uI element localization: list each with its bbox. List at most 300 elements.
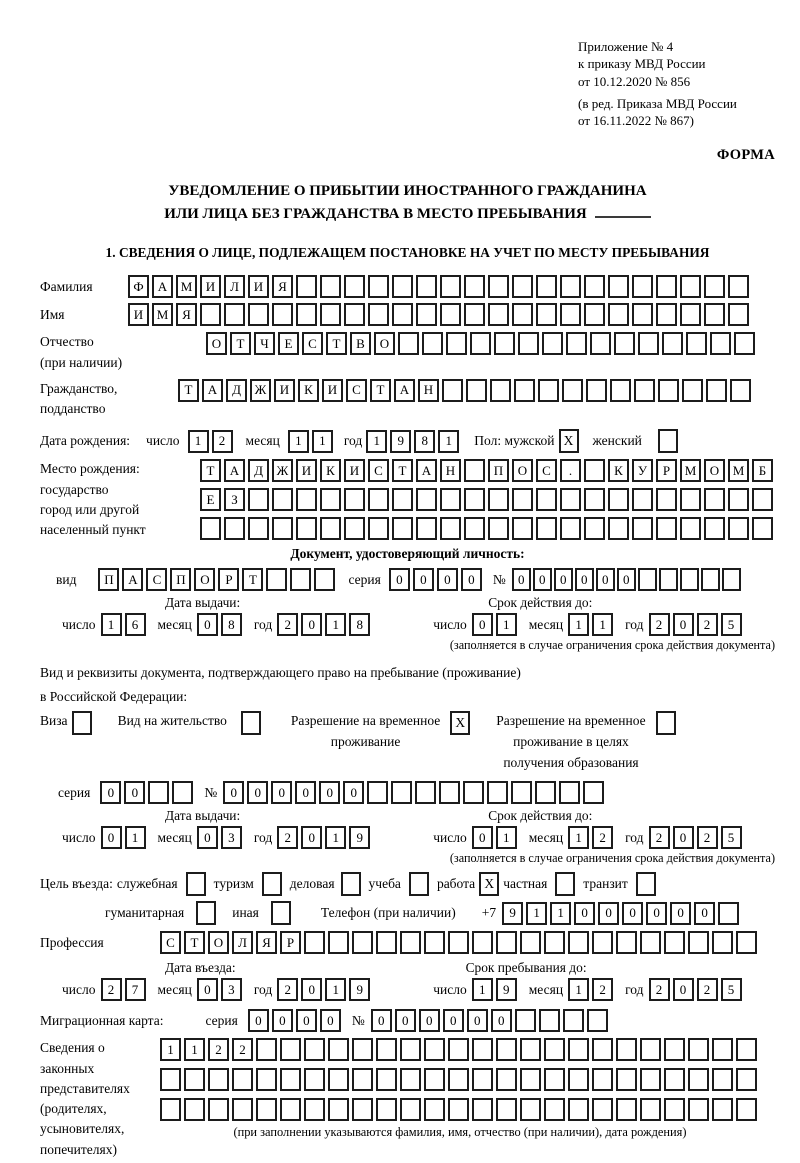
char-cell[interactable]	[160, 1068, 181, 1091]
char-cell[interactable]: 0	[461, 568, 482, 591]
char-cell[interactable]	[439, 781, 460, 804]
char-cell[interactable]	[752, 517, 773, 540]
char-cell[interactable]: И	[128, 303, 149, 326]
char-cell[interactable]: Р	[218, 568, 239, 591]
char-cell[interactable]	[304, 1098, 325, 1121]
char-cell[interactable]: 0	[533, 568, 552, 591]
char-cell[interactable]	[728, 517, 749, 540]
char-cell[interactable]	[328, 1068, 349, 1091]
char-cell[interactable]	[614, 332, 635, 355]
char-cell[interactable]: 1	[288, 430, 309, 453]
char-cell[interactable]: Я	[272, 275, 293, 298]
char-cell[interactable]	[496, 931, 517, 954]
char-cell[interactable]	[538, 379, 559, 402]
char-cell[interactable]: Е	[278, 332, 299, 355]
char-cell[interactable]: Я	[256, 931, 277, 954]
char-cell[interactable]	[415, 781, 436, 804]
char-cell[interactable]	[248, 303, 269, 326]
male-checkbox[interactable]: X	[559, 429, 579, 453]
char-cell[interactable]	[688, 931, 709, 954]
char-cell[interactable]: 2	[232, 1038, 253, 1061]
char-cell[interactable]	[712, 1068, 733, 1091]
char-cell[interactable]: 0	[197, 826, 218, 849]
char-cell[interactable]	[400, 1038, 421, 1061]
char-cell[interactable]	[680, 488, 701, 511]
char-cell[interactable]	[416, 488, 437, 511]
char-cell[interactable]	[640, 1098, 661, 1121]
char-cell[interactable]	[686, 332, 707, 355]
char-cell[interactable]	[296, 488, 317, 511]
char-cell[interactable]	[488, 488, 509, 511]
char-cell[interactable]: О	[704, 459, 725, 482]
char-cell[interactable]	[248, 517, 269, 540]
char-cell[interactable]	[416, 517, 437, 540]
char-cell[interactable]	[448, 931, 469, 954]
char-cell[interactable]	[712, 1038, 733, 1061]
char-cell[interactable]: М	[728, 459, 749, 482]
char-cell[interactable]	[680, 303, 701, 326]
char-cell[interactable]	[688, 1098, 709, 1121]
char-cell[interactable]	[296, 303, 317, 326]
char-cell[interactable]	[520, 1038, 541, 1061]
char-cell[interactable]	[680, 275, 701, 298]
char-cell[interactable]	[718, 902, 739, 925]
char-cell[interactable]	[440, 275, 461, 298]
char-cell[interactable]: И	[322, 379, 343, 402]
char-cell[interactable]	[704, 488, 725, 511]
char-cell[interactable]	[638, 568, 657, 591]
char-cell[interactable]: 0	[673, 613, 694, 636]
char-cell[interactable]	[544, 931, 565, 954]
char-cell[interactable]	[148, 781, 169, 804]
char-cell[interactable]: 2	[649, 978, 670, 1001]
char-cell[interactable]: 0	[343, 781, 364, 804]
char-cell[interactable]	[440, 303, 461, 326]
char-cell[interactable]	[656, 303, 677, 326]
char-cell[interactable]: И	[296, 459, 317, 482]
char-cell[interactable]	[616, 931, 637, 954]
char-cell[interactable]: 0	[101, 826, 122, 849]
char-cell[interactable]	[682, 379, 703, 402]
char-cell[interactable]	[514, 379, 535, 402]
char-cell[interactable]	[592, 1098, 613, 1121]
char-cell[interactable]: М	[152, 303, 173, 326]
char-cell[interactable]	[539, 1009, 560, 1032]
char-cell[interactable]	[280, 1098, 301, 1121]
char-cell[interactable]: 0	[124, 781, 145, 804]
char-cell[interactable]	[320, 303, 341, 326]
char-cell[interactable]	[560, 488, 581, 511]
char-cell[interactable]	[512, 488, 533, 511]
char-cell[interactable]	[391, 781, 412, 804]
char-cell[interactable]	[416, 303, 437, 326]
char-cell[interactable]: Т	[184, 931, 205, 954]
char-cell[interactable]: К	[608, 459, 629, 482]
char-cell[interactable]	[184, 1068, 205, 1091]
char-cell[interactable]	[352, 1068, 373, 1091]
char-cell[interactable]	[587, 1009, 608, 1032]
char-cell[interactable]: Т	[326, 332, 347, 355]
char-cell[interactable]: С	[346, 379, 367, 402]
char-cell[interactable]	[616, 1038, 637, 1061]
purpose-study-checkbox[interactable]	[409, 872, 429, 896]
char-cell[interactable]	[424, 931, 445, 954]
char-cell[interactable]	[608, 517, 629, 540]
char-cell[interactable]: 9	[390, 430, 411, 453]
char-cell[interactable]	[290, 568, 311, 591]
char-cell[interactable]: К	[320, 459, 341, 482]
char-cell[interactable]	[610, 379, 631, 402]
char-cell[interactable]	[160, 1098, 181, 1121]
char-cell[interactable]: 6	[125, 613, 146, 636]
char-cell[interactable]: М	[680, 459, 701, 482]
char-cell[interactable]	[736, 1098, 757, 1121]
char-cell[interactable]	[488, 303, 509, 326]
char-cell[interactable]: 0	[472, 613, 493, 636]
char-cell[interactable]	[367, 781, 388, 804]
char-cell[interactable]	[536, 517, 557, 540]
char-cell[interactable]: 0	[319, 781, 340, 804]
char-cell[interactable]: Ф	[128, 275, 149, 298]
char-cell[interactable]	[494, 332, 515, 355]
char-cell[interactable]: 0	[673, 978, 694, 1001]
char-cell[interactable]: 0	[301, 826, 322, 849]
char-cell[interactable]	[634, 379, 655, 402]
char-cell[interactable]: И	[200, 275, 221, 298]
char-cell[interactable]	[536, 488, 557, 511]
char-cell[interactable]	[544, 1038, 565, 1061]
char-cell[interactable]	[512, 275, 533, 298]
char-cell[interactable]: 0	[491, 1009, 512, 1032]
char-cell[interactable]	[232, 1098, 253, 1121]
char-cell[interactable]: С	[146, 568, 167, 591]
char-cell[interactable]	[487, 781, 508, 804]
char-cell[interactable]	[638, 332, 659, 355]
char-cell[interactable]	[376, 1038, 397, 1061]
char-cell[interactable]	[368, 303, 389, 326]
char-cell[interactable]	[704, 517, 725, 540]
purpose-business-checkbox[interactable]	[341, 872, 361, 896]
char-cell[interactable]	[464, 275, 485, 298]
char-cell[interactable]: 1	[125, 826, 146, 849]
char-cell[interactable]	[400, 1068, 421, 1091]
temp-residence-education-checkbox[interactable]	[656, 711, 676, 735]
char-cell[interactable]: 1	[160, 1038, 181, 1061]
char-cell[interactable]	[463, 781, 484, 804]
char-cell[interactable]: 0	[512, 568, 531, 591]
char-cell[interactable]	[328, 931, 349, 954]
char-cell[interactable]	[664, 1038, 685, 1061]
char-cell[interactable]	[496, 1038, 517, 1061]
char-cell[interactable]	[272, 303, 293, 326]
char-cell[interactable]	[658, 379, 679, 402]
char-cell[interactable]	[200, 517, 221, 540]
char-cell[interactable]: 1	[325, 826, 346, 849]
char-cell[interactable]	[304, 931, 325, 954]
char-cell[interactable]: Т	[242, 568, 263, 591]
char-cell[interactable]	[490, 379, 511, 402]
char-cell[interactable]: 0	[575, 568, 594, 591]
char-cell[interactable]	[680, 517, 701, 540]
char-cell[interactable]: 1	[592, 613, 613, 636]
char-cell[interactable]	[659, 568, 678, 591]
char-cell[interactable]: 0	[554, 568, 573, 591]
char-cell[interactable]: 0	[247, 781, 268, 804]
char-cell[interactable]	[568, 1098, 589, 1121]
char-cell[interactable]	[416, 275, 437, 298]
char-cell[interactable]: Л	[224, 275, 245, 298]
char-cell[interactable]	[710, 332, 731, 355]
char-cell[interactable]: Л	[232, 931, 253, 954]
char-cell[interactable]	[563, 1009, 584, 1032]
char-cell[interactable]: 1	[101, 613, 122, 636]
char-cell[interactable]: К	[298, 379, 319, 402]
char-cell[interactable]	[352, 1038, 373, 1061]
char-cell[interactable]	[664, 931, 685, 954]
char-cell[interactable]	[344, 303, 365, 326]
char-cell[interactable]	[496, 1098, 517, 1121]
char-cell[interactable]	[470, 332, 491, 355]
char-cell[interactable]	[560, 275, 581, 298]
char-cell[interactable]	[376, 931, 397, 954]
char-cell[interactable]: 8	[414, 430, 435, 453]
char-cell[interactable]: 9	[502, 902, 523, 925]
char-cell[interactable]	[208, 1098, 229, 1121]
char-cell[interactable]: А	[152, 275, 173, 298]
char-cell[interactable]	[368, 517, 389, 540]
char-cell[interactable]	[266, 568, 287, 591]
char-cell[interactable]	[344, 275, 365, 298]
char-cell[interactable]	[584, 488, 605, 511]
char-cell[interactable]: А	[122, 568, 143, 591]
char-cell[interactable]	[544, 1068, 565, 1091]
char-cell[interactable]: О	[206, 332, 227, 355]
char-cell[interactable]	[662, 332, 683, 355]
purpose-transit-checkbox[interactable]	[636, 872, 656, 896]
char-cell[interactable]: И	[274, 379, 295, 402]
char-cell[interactable]	[464, 459, 485, 482]
char-cell[interactable]	[712, 931, 733, 954]
char-cell[interactable]	[442, 379, 463, 402]
char-cell[interactable]	[704, 275, 725, 298]
char-cell[interactable]: П	[170, 568, 191, 591]
char-cell[interactable]: Б	[752, 459, 773, 482]
char-cell[interactable]: Т	[178, 379, 199, 402]
char-cell[interactable]	[535, 781, 556, 804]
char-cell[interactable]: 0	[596, 568, 615, 591]
char-cell[interactable]: 0	[670, 902, 691, 925]
char-cell[interactable]: Н	[418, 379, 439, 402]
char-cell[interactable]: 0	[443, 1009, 464, 1032]
char-cell[interactable]: 1	[472, 978, 493, 1001]
char-cell[interactable]	[472, 1038, 493, 1061]
char-cell[interactable]: И	[344, 459, 365, 482]
char-cell[interactable]: Ч	[254, 332, 275, 355]
char-cell[interactable]	[446, 332, 467, 355]
char-cell[interactable]: 1	[188, 430, 209, 453]
char-cell[interactable]	[392, 517, 413, 540]
char-cell[interactable]	[560, 517, 581, 540]
char-cell[interactable]: 1	[526, 902, 547, 925]
char-cell[interactable]: Д	[248, 459, 269, 482]
purpose-work-checkbox[interactable]: X	[479, 872, 499, 896]
char-cell[interactable]	[568, 931, 589, 954]
purpose-private-checkbox[interactable]	[555, 872, 575, 896]
char-cell[interactable]: Н	[440, 459, 461, 482]
char-cell[interactable]	[640, 1038, 661, 1061]
char-cell[interactable]	[592, 1038, 613, 1061]
char-cell[interactable]	[464, 303, 485, 326]
char-cell[interactable]: 2	[592, 978, 613, 1001]
char-cell[interactable]: 0	[419, 1009, 440, 1032]
char-cell[interactable]	[424, 1098, 445, 1121]
char-cell[interactable]	[256, 1068, 277, 1091]
char-cell[interactable]	[472, 931, 493, 954]
char-cell[interactable]: 1	[366, 430, 387, 453]
char-cell[interactable]	[728, 488, 749, 511]
char-cell[interactable]: Т	[370, 379, 391, 402]
char-cell[interactable]	[544, 1098, 565, 1121]
char-cell[interactable]: С	[302, 332, 323, 355]
char-cell[interactable]	[728, 275, 749, 298]
char-cell[interactable]: 2	[697, 826, 718, 849]
char-cell[interactable]	[464, 517, 485, 540]
char-cell[interactable]	[304, 1038, 325, 1061]
char-cell[interactable]: Т	[200, 459, 221, 482]
char-cell[interactable]	[701, 568, 720, 591]
char-cell[interactable]: 3	[221, 978, 242, 1001]
char-cell[interactable]	[688, 1068, 709, 1091]
char-cell[interactable]	[520, 1098, 541, 1121]
char-cell[interactable]: 0	[646, 902, 667, 925]
char-cell[interactable]: 2	[277, 978, 298, 1001]
char-cell[interactable]	[664, 1068, 685, 1091]
char-cell[interactable]	[248, 488, 269, 511]
char-cell[interactable]: 1	[550, 902, 571, 925]
char-cell[interactable]	[320, 517, 341, 540]
char-cell[interactable]	[568, 1068, 589, 1091]
char-cell[interactable]	[616, 1068, 637, 1091]
char-cell[interactable]	[608, 275, 629, 298]
char-cell[interactable]: 2	[101, 978, 122, 1001]
char-cell[interactable]	[448, 1098, 469, 1121]
char-cell[interactable]: О	[374, 332, 395, 355]
char-cell[interactable]	[584, 459, 605, 482]
char-cell[interactable]: 1	[184, 1038, 205, 1061]
char-cell[interactable]: 2	[212, 430, 233, 453]
char-cell[interactable]	[656, 275, 677, 298]
char-cell[interactable]	[736, 931, 757, 954]
char-cell[interactable]: Т	[392, 459, 413, 482]
char-cell[interactable]: 8	[349, 613, 370, 636]
char-cell[interactable]: 9	[349, 826, 370, 849]
char-cell[interactable]	[232, 1068, 253, 1091]
char-cell[interactable]	[424, 1068, 445, 1091]
char-cell[interactable]	[472, 1068, 493, 1091]
char-cell[interactable]	[608, 488, 629, 511]
char-cell[interactable]	[590, 332, 611, 355]
char-cell[interactable]	[488, 517, 509, 540]
char-cell[interactable]: О	[194, 568, 215, 591]
char-cell[interactable]: 1	[496, 826, 517, 849]
char-cell[interactable]	[368, 275, 389, 298]
char-cell[interactable]	[536, 275, 557, 298]
char-cell[interactable]	[328, 1038, 349, 1061]
char-cell[interactable]	[392, 275, 413, 298]
char-cell[interactable]	[448, 1068, 469, 1091]
char-cell[interactable]	[592, 931, 613, 954]
char-cell[interactable]: Д	[226, 379, 247, 402]
char-cell[interactable]	[640, 1068, 661, 1091]
purpose-other-checkbox[interactable]	[271, 901, 291, 925]
char-cell[interactable]: 2	[649, 613, 670, 636]
char-cell[interactable]: 0	[598, 902, 619, 925]
char-cell[interactable]	[584, 303, 605, 326]
char-cell[interactable]	[172, 781, 193, 804]
char-cell[interactable]	[664, 1098, 685, 1121]
char-cell[interactable]	[515, 1009, 536, 1032]
char-cell[interactable]	[256, 1038, 277, 1061]
temp-residence-checkbox[interactable]: X	[450, 711, 470, 735]
char-cell[interactable]: 0	[413, 568, 434, 591]
char-cell[interactable]	[704, 303, 725, 326]
char-cell[interactable]: У	[632, 459, 653, 482]
char-cell[interactable]: 1	[325, 613, 346, 636]
char-cell[interactable]	[320, 488, 341, 511]
char-cell[interactable]: В	[350, 332, 371, 355]
char-cell[interactable]: Р	[656, 459, 677, 482]
char-cell[interactable]: .	[560, 459, 581, 482]
char-cell[interactable]: 2	[208, 1038, 229, 1061]
char-cell[interactable]	[736, 1068, 757, 1091]
char-cell[interactable]: 2	[592, 826, 613, 849]
char-cell[interactable]: 2	[697, 978, 718, 1001]
char-cell[interactable]	[592, 1068, 613, 1091]
char-cell[interactable]	[280, 1068, 301, 1091]
char-cell[interactable]: 0	[271, 781, 292, 804]
char-cell[interactable]: 0	[272, 1009, 293, 1032]
char-cell[interactable]: 1	[438, 430, 459, 453]
char-cell[interactable]: 0	[574, 902, 595, 925]
char-cell[interactable]: 0	[301, 978, 322, 1001]
char-cell[interactable]: 5	[721, 826, 742, 849]
char-cell[interactable]	[224, 303, 245, 326]
char-cell[interactable]: 0	[301, 613, 322, 636]
char-cell[interactable]: 0	[673, 826, 694, 849]
char-cell[interactable]	[562, 379, 583, 402]
char-cell[interactable]	[632, 303, 653, 326]
char-cell[interactable]	[542, 332, 563, 355]
char-cell[interactable]: Е	[200, 488, 221, 511]
char-cell[interactable]	[520, 1068, 541, 1091]
char-cell[interactable]: 0	[395, 1009, 416, 1032]
char-cell[interactable]	[568, 1038, 589, 1061]
char-cell[interactable]	[400, 931, 421, 954]
char-cell[interactable]	[640, 931, 661, 954]
char-cell[interactable]: 0	[248, 1009, 269, 1032]
char-cell[interactable]	[272, 488, 293, 511]
char-cell[interactable]: 0	[622, 902, 643, 925]
char-cell[interactable]: С	[160, 931, 181, 954]
char-cell[interactable]: 0	[437, 568, 458, 591]
char-cell[interactable]	[200, 303, 221, 326]
char-cell[interactable]: Ж	[272, 459, 293, 482]
char-cell[interactable]: П	[98, 568, 119, 591]
char-cell[interactable]	[722, 568, 741, 591]
char-cell[interactable]	[440, 488, 461, 511]
char-cell[interactable]	[688, 1038, 709, 1061]
char-cell[interactable]	[314, 568, 335, 591]
